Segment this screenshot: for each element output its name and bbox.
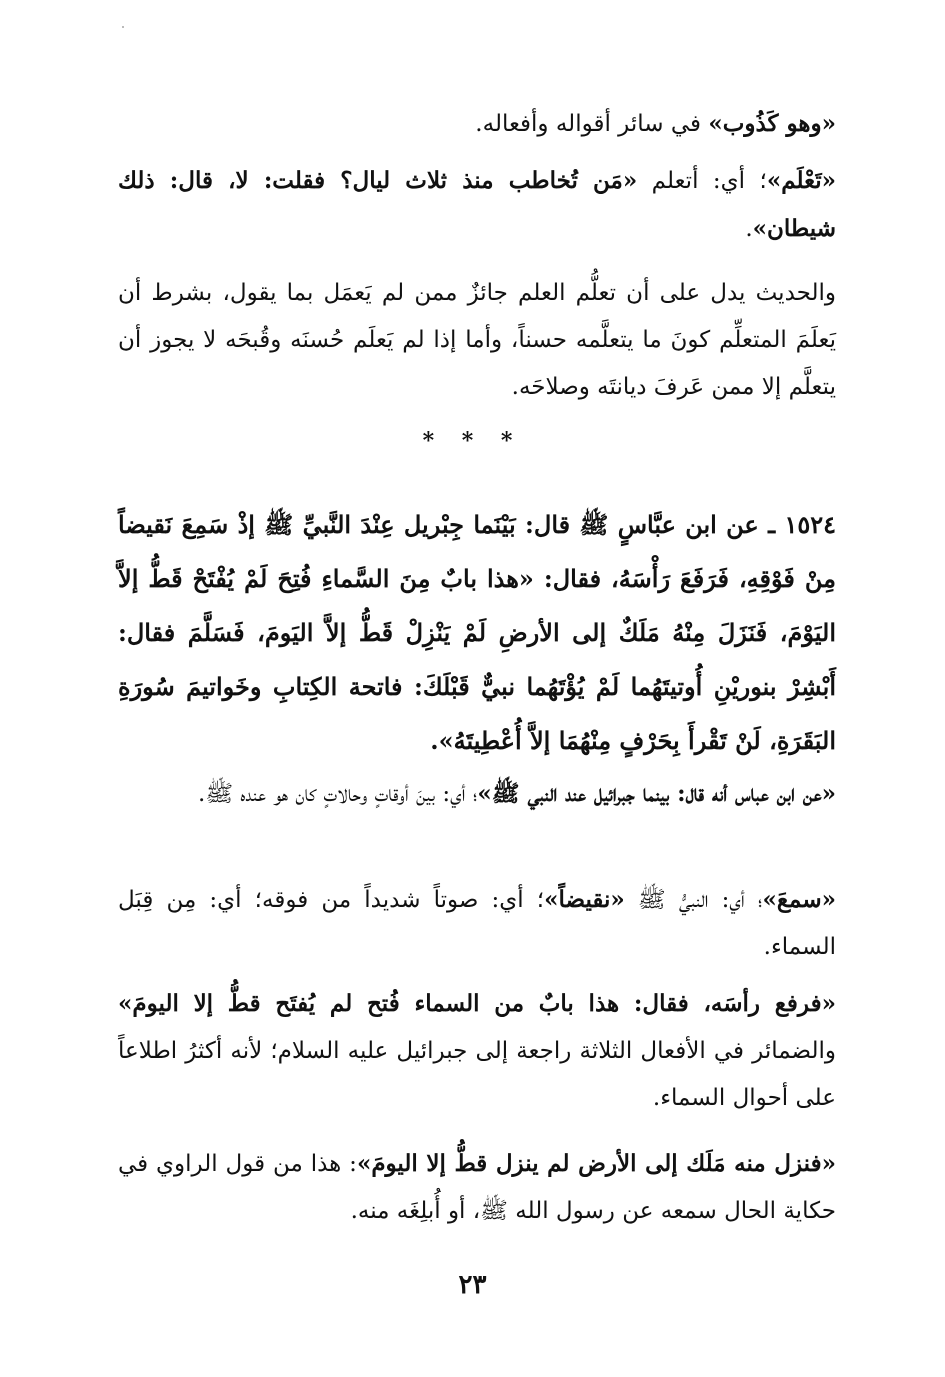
commentary-ibn-abbas bbox=[118, 770, 836, 818]
commentary-samia bbox=[118, 876, 836, 971]
paragraph-text: ؛ أي: النبيُّ ﷺ bbox=[624, 887, 763, 913]
quote-bold: «تَعْلَم» bbox=[766, 167, 836, 194]
quote-bold: «سمعَ» bbox=[762, 886, 836, 913]
paragraph-text: في سائر أقواله وأفعاله. bbox=[475, 111, 709, 137]
quote-bold: «وهو كَذُوب» bbox=[708, 110, 836, 137]
paragraph-text: ؛ أي: بينَ أوقاتٍ وحالاتٍ كان هو عنده ﷺ. bbox=[198, 781, 478, 807]
commentary-nazala bbox=[118, 1140, 836, 1235]
quote-bold: «عن ابن عباس أنه قال: بينما جبرائيل عند النبي ﷺ» bbox=[477, 780, 836, 807]
page-number: ٢٣ bbox=[458, 1270, 487, 1300]
paragraph-text: : هذا من قول الراوي في حكاية الحال سمعه عن رسول الله ﷺ، أو أُبلِغَه منه. bbox=[118, 1151, 836, 1224]
section-separator: * * * bbox=[422, 428, 523, 454]
paragraph-text: ؛ أي: صوتاً شديداً من فوقه؛ أي: مِن قِبَل السماء. bbox=[118, 887, 836, 960]
paragraph-text: والضمائر في الأفعال الثلاثة راجعة إلى جبرائيل عليه السلام؛ لأنه أكثرُ اطلاعاً على أحوال السماء. bbox=[118, 1038, 836, 1111]
quote-bold: «مَن تُخاطب منذ ثلاث ليال؟ فقلت: لا، قال: ذلك شيطان» bbox=[118, 167, 836, 242]
scan-mark bbox=[122, 26, 124, 28]
paragraph-liar-note bbox=[118, 100, 836, 148]
paragraph-hadith-lesson: والحديث يدل على أن تعلُّم العلم جائزٌ ممن لم يَعمَل بما يقول، بشرط أن يَعلَمَ المتعلِّم كونَ ما يتعلَّمه حسناً، وأما إذا لم يَعلَم حُسنَه وقُبحَه لا يجوز أن يتعلَّم إلا ممن عَرفَ ديانتَه وصلاحَه. bbox=[118, 280, 836, 400]
paragraph-shaytan-note bbox=[118, 157, 836, 253]
quote-bold: «فنزل منه مَلَك إلى الأرض لم ينزل قطُّ إلا اليومَ» bbox=[356, 1150, 836, 1177]
paragraph-text: . bbox=[745, 216, 753, 242]
quote-bold: «فرفع رأسَه، فقال: هذا بابٌ من السماء فُتح لم يُفتَح قطُّ إلا اليومَ» bbox=[118, 990, 836, 1017]
paragraph-text: ؛ أي: أتعلم bbox=[637, 168, 767, 194]
hadith-1524: ١٥٢٤ ـ عن ابن عبَّاسٍ ﷺ قال: بَيْنَما جِبْريل عِنْدَ النَّبيِّ ﷺ إذْ سَمِعَ نَقيضاً مِنْ فَوْقِهِ، فَرَفَعَ رَأْسَهُ، فقال: «هذا بابٌ مِنَ السَّماءِ فُتِحَ لَمْ يُفْتَحْ قَطُّ إلاَّ اليَوْمَ، فَنَزَلَ مِنْهُ مَلَكٌ إلى الأرضِ لَمْ يَنْزِلْ قَطُّ إلاَّ اليَومَ، فَسَلَّمَ فقال: أَبْشِرْ بنوريْنِ أُوتيتَهُما لَمْ يُؤْتَهُما نبيٌّ قَبْلَكَ: فاتحة الكِتابِ وخَواتيمَ سُورَةِ البَقَرَةِ، لَنْ تَقْرأَ بِحَرْفٍ مِنْهُمَا إلاَّ أُعْطِيتَهُ». bbox=[118, 510, 836, 755]
quote-bold: «نقيضاً» bbox=[544, 886, 625, 913]
commentary-rafaa bbox=[118, 980, 836, 1122]
